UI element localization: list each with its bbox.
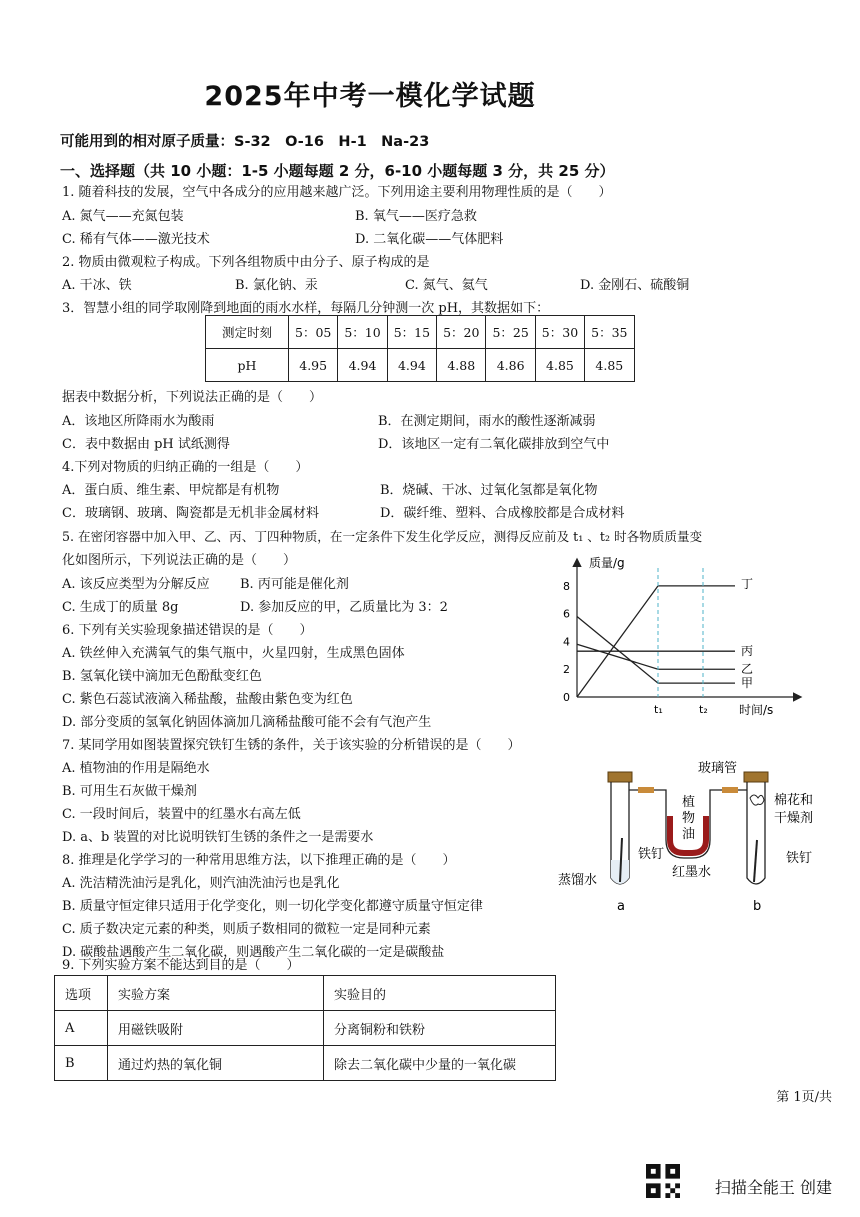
q3-lead: 据表中数据分析，下列说法正确的是（ ）: [62, 390, 323, 405]
q3-option-b: B．在测定期间，雨水的酸性逐渐减弱: [378, 414, 596, 429]
q4-option-b: B．烧碱、干冰、过氧化氢都是氧化物: [380, 483, 598, 498]
q4-option-d: D．碳纤维、塑料、合成橡胶都是合成材料: [380, 506, 625, 521]
q8-option-d: D. 碳酸盐遇酸产生二氧化碳，则遇酸产生二氧化碳的一定是碳酸盐: [62, 945, 445, 960]
ph-table-time: 5：15: [387, 316, 436, 349]
q3-option-c: C．表中数据由 pH 试纸测得: [62, 437, 230, 452]
label-a: a: [617, 899, 625, 914]
q9-header: 实验目的: [324, 976, 556, 1011]
y-tick-label: 0: [563, 691, 570, 704]
table-row: [55, 1011, 556, 1046]
q9-cell: B: [55, 1046, 108, 1081]
ph-table: [205, 315, 635, 382]
ph-table-value: 4.85: [585, 349, 634, 382]
ph-table-time: 5：05: [289, 316, 338, 349]
series-line: [577, 586, 735, 697]
label-water: 蒸馏水: [558, 873, 598, 888]
table-row: [206, 349, 635, 382]
q8-option-a: A. 洗洁精洗油污是乳化，则汽油洗油污也是乳化: [62, 876, 340, 891]
label-cotton: 棉花和: [774, 793, 814, 808]
q2-option-a: A. 干冰、铁: [62, 278, 132, 293]
tube-b-stopper: [744, 772, 768, 782]
q2-option-d: D. 金刚石、硫酸铜: [580, 278, 690, 293]
y-tick-label: 6: [563, 607, 570, 621]
q3-option-a: A．该地区所降雨水为酸雨: [62, 414, 215, 429]
ph-table-value: 4.94: [338, 349, 387, 382]
q9-stem: 9. 下列实验方案不能达到目的是（ ）: [62, 958, 300, 973]
q6-option-b: B. 氢氧化镁中滴加无色酚酞变红色: [62, 669, 262, 684]
table-row: [55, 1046, 556, 1081]
q8-option-b: B. 质量守恒定律只适用于化学变化，则一切化学变化都遵守质量守恒定律: [62, 899, 483, 914]
table-row: [206, 316, 635, 349]
y-tick-label: 4: [563, 635, 570, 649]
page-number: 第 1页/共: [776, 1090, 832, 1105]
q1-stem: 1. 随着科技的发展，空气中各成分的应用越来越广泛。下列用途主要利用物理性质的是（ ）: [62, 185, 612, 200]
q1-option-b: B. 氧气——医疗急救: [355, 209, 477, 224]
joint-right: [722, 787, 738, 793]
q5-option-c: C. 生成丁的质量 8g: [62, 600, 179, 615]
series-label: 乙: [741, 662, 754, 677]
q4-option-c: C．玻璃钢、玻璃、陶瓷都是无机非金属材料: [62, 506, 319, 521]
q9-table: [54, 975, 556, 1081]
q9-header: 实验方案: [108, 976, 324, 1011]
q4-option-a: A．蛋白质、维生素、甲烷都是有机物: [62, 483, 280, 498]
tube-a-stopper: [608, 772, 632, 782]
ph-table-value: 4.95: [289, 349, 338, 382]
x-tick-label: t₂: [699, 703, 708, 716]
ph-table-value: 4.86: [486, 349, 535, 382]
label-cotton: 干燥剂: [774, 811, 814, 826]
q2-option-c: C. 氮气、氦气: [405, 278, 488, 293]
y-tick-label: 8: [563, 579, 570, 593]
ph-table-time: 5：10: [338, 316, 387, 349]
y-axis-label: 质量/g: [589, 556, 625, 570]
label-glass-tube: 玻璃管: [698, 761, 738, 776]
q8-stem: 8. 推理是化学学习的一种常用思维方法，以下推理正确的是（ ）: [62, 853, 456, 868]
label-nail-a: 铁钉: [638, 847, 665, 862]
section-heading: 一、选择题（共 10 小题：1-5 小题每题 2 分，6-10 小题每题 3 分，共 25 分）: [60, 162, 615, 180]
label-oil: 植: [682, 795, 696, 810]
q1-option-a: A. 氮气——充氮包装: [62, 209, 184, 224]
cotton-desiccant: [750, 795, 764, 805]
q2-stem: 2. 物质由微观粒子构成。下列各组物质中由分子、原子构成的是: [62, 255, 430, 270]
q6-option-c: C. 紫色石蕊试液滴入稀盐酸，盐酸由紫色变为红色: [62, 692, 353, 707]
q2-option-b: B. 氯化钠、汞: [235, 278, 318, 293]
q8-option-c: C. 质子数决定元素的种类，则质子数相同的微粒一定是同种元素: [62, 922, 431, 937]
q4-stem: 4.下列对物质的归纳正确的一组是（ ）: [62, 460, 309, 475]
q3-stem: 3．智慧小组的同学取刚降到地面的雨水水样，每隔几分钟测一次 pH，其数据如下：: [62, 301, 550, 316]
ph-table-header-time: 测定时刻: [206, 316, 289, 349]
ph-table-time: 5：30: [535, 316, 584, 349]
q7-option-d: D. a、b 装置的对比说明铁钉生锈的条件之一是需要水: [62, 830, 374, 845]
q3-option-d: D．该地区一定有二氧化碳排放到空气中: [378, 437, 610, 452]
table-row: [55, 976, 556, 1011]
nail-b: [754, 840, 757, 882]
label-b: b: [753, 899, 762, 914]
ph-table-value: 4.85: [535, 349, 584, 382]
q9-cell: A: [55, 1011, 108, 1046]
ph-table-time: 5：20: [437, 316, 486, 349]
q9-cell: 用磁铁吸附: [108, 1011, 324, 1046]
label-oil: 油: [682, 827, 696, 842]
q6-stem: 6. 下列有关实验现象描述错误的是（ ）: [62, 623, 313, 638]
q5-stem-line2: 化如图所示，下列说法正确的是（ ）: [62, 553, 297, 568]
q9-cell: 除去二氧化碳中少量的一氧化碳: [324, 1046, 556, 1081]
q7-option-c: C. 一段时间后，装置中的红墨水右高左低: [62, 807, 301, 822]
label-ink: 红墨水: [672, 865, 712, 880]
mass-time-chart: [555, 552, 815, 722]
x-axis-label: 时间/s: [739, 703, 774, 717]
q9-cell: 通过灼热的氧化铜: [108, 1046, 324, 1081]
q5-option-b: B. 丙可能是催化剂: [240, 577, 349, 592]
x-tick-label: t₁: [654, 703, 663, 716]
series-label: 丁: [741, 576, 754, 591]
series-line: [577, 616, 735, 683]
qr-code-icon: [646, 1164, 680, 1198]
ph-table-value: 4.94: [387, 349, 436, 382]
rust-apparatus-diagram: [558, 760, 838, 920]
q6-option-a: A. 铁丝伸入充满氧气的集气瓶中，火星四射，生成黑色固体: [62, 646, 405, 661]
ph-table-header-ph: pH: [206, 349, 289, 382]
label-nail-b: 铁钉: [786, 851, 813, 866]
ph-table-value: 4.88: [437, 349, 486, 382]
q5-option-d: D. 参加反应的甲，乙质量比为 3：2: [240, 600, 448, 615]
series-label: 丙: [741, 644, 754, 659]
q7-stem: 7. 某同学用如图装置探究铁钉生锈的条件，关于该实验的分析错误的是（ ）: [62, 738, 521, 753]
scanner-watermark: 扫描全能王 创建: [714, 1178, 832, 1197]
y-tick-label: 2: [563, 663, 570, 677]
joint-left: [638, 787, 654, 793]
q9-cell: 分离铜粉和铁粉: [324, 1011, 556, 1046]
q7-option-a: A. 植物油的作用是隔绝水: [62, 761, 210, 776]
q7-option-b: B. 可用生石灰做干燥剂: [62, 784, 197, 799]
atomic-mass-note: 可能用到的相对原子质量：S-32 O-16 H-1 Na-23: [60, 134, 430, 150]
q9-header: 选项: [55, 976, 108, 1011]
q6-option-d: D. 部分变质的氢氧化钠固体滴加几滴稀盐酸可能不会有气泡产生: [62, 715, 432, 730]
ph-table-time: 5：35: [585, 316, 634, 349]
label-oil: 物: [682, 811, 696, 826]
page-title: 2025年中考一模化学试题: [204, 81, 536, 112]
q1-option-d: D. 二氧化碳——气体肥料: [355, 232, 504, 247]
q1-option-c: C. 稀有气体——激光技术: [62, 232, 210, 247]
series-label: 甲: [741, 676, 754, 691]
q5-stem-line1: 5. 在密闭容器中加入甲、乙、丙、丁四种物质，在一定条件下发生化学反应，测得反应前及 t₁ 、t₂ 时各物质质量变: [62, 529, 703, 544]
ph-table-time: 5：25: [486, 316, 535, 349]
q5-option-a: A. 该反应类型为分解反应: [62, 577, 210, 592]
